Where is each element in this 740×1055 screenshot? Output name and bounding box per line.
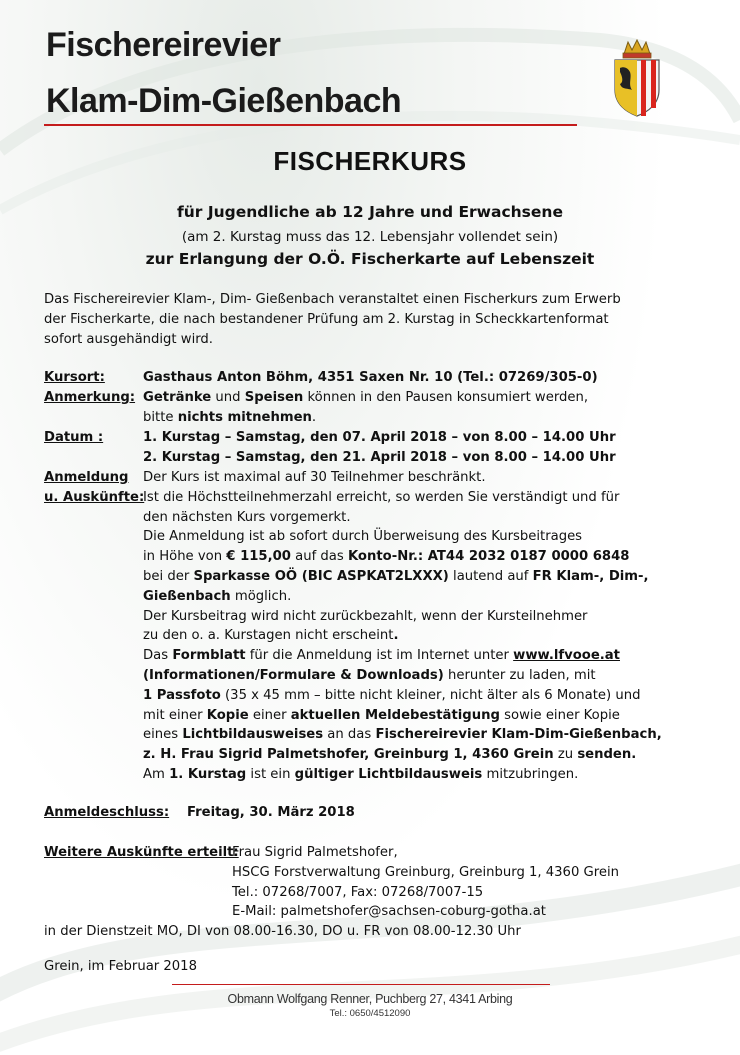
text-bold: 1 Passfoto [143,687,221,703]
text: einer [248,707,291,723]
text-bold: Lichtbildausweises [182,727,324,743]
auskuenfte-label: u. Auskünfte: [44,489,145,505]
text: Ist die Höchstteilnehmerzahl erreicht, so werden Sie verständigt und für [143,489,620,505]
footer-divider [172,984,550,985]
text: den nächsten Kurs vorgemerkt. [143,509,351,525]
text-bold: Getränke [143,390,212,405]
anmeldeschluss-label: Anmeldeschluss: [44,805,170,820]
contact-address: HSCG Forstverwaltung Greinburg, Greinburg 1, 4360 Grein [232,864,620,880]
text-bold: nichts mitnehmen [177,409,312,425]
anmerkung-label: Anmerkung: [44,390,136,405]
kursort-value: Gasthaus Anton Böhm, 4351 Saxen Nr. 10 (Tel.: 07269/305-0) [143,370,598,385]
intro-paragraph [44,290,684,349]
kurstag-1: 1. Kurstag – Samstag, den 07. April 2018 – von 8.00 – 14.00 Uhr [143,430,616,445]
datum-label: Datum : [44,430,104,445]
text-bold: Gießenbach [143,588,231,604]
text: mitzubringen. [482,766,579,782]
intro-line: Das Fischereirevier Klam-, Dim- Gießenbach veranstaltet einen Fischerkurs zum Erwerb [44,292,621,307]
intro-line: sofort ausgehändigt wird. [44,331,213,347]
text: Der Kursbeitrag wird nicht zurückbezahlt, wenn der Kursteilnehmer [143,608,588,624]
intro-line: der Fischerkarte, die nach bestandener Prüfung am 2. Kurstag in Scheckkartenformat [44,311,609,327]
text-bold: 1. Kurstag [169,766,247,782]
text: eines [143,727,183,743]
text: und [211,390,245,405]
text-bold: (Informationen/Formulare & Downloads) [143,667,444,683]
text-bold: Formblatt [172,648,246,664]
text-bold: senden. [577,747,637,763]
subtitle-purpose: zur Erlangung der O.Ö. Fischerkarte auf Lebenszeit [145,250,595,268]
footer-address: Obmann Wolfgang Renner, Puchberg 27, 4341 Arbing [227,992,513,1006]
text-bold: z. H. Frau Sigrid Palmetshofer, Greinburg 1, 4360 Grein [143,747,554,763]
subtitle-audience: für Jugendliche ab 12 Jahre und Erwachsene [177,203,563,221]
place-date: Grein, im Februar 2018 [44,959,197,974]
text: Das [143,648,173,664]
text-bold: . [393,628,399,644]
anmeldung-value [143,468,733,785]
datum-value [143,428,733,468]
dienstzeit-line: in der Dienstzeit MO, DI von 08.00-16.30, DO u. FR von 08.00-12.30 Uhr [44,924,521,939]
anmeldung-label: Anmeldung [44,470,129,485]
text: bitte [143,409,178,425]
text-bold: Speisen [244,390,304,405]
document-title: FISCHERKURS [273,146,467,176]
header-title-line2: Klam-Dim-Gießenbach [46,82,402,120]
text-bold: aktuellen Meldebestätigung [290,707,500,723]
text-bold: Kopie [206,707,249,723]
contact-email: E-Mail: palmetshofer@sachsen-coburg-gotha.at [232,904,546,920]
anmeldeschluss-value: Freitag, 30. März 2018 [187,805,355,820]
account-number: Konto-Nr.: AT44 2032 0187 0000 6848 [347,549,630,565]
anmerkung-value [143,388,733,428]
kursort-label: Kursort: [44,370,105,385]
kurstag-2: 2. Kurstag – Samstag, den 21. April 2018 – von 8.00 – 14.00 Uhr [143,449,616,465]
auskuenfte-contact-label: Weitere Auskünfte erteilt: [44,845,239,860]
text: sowie einer Kopie [499,707,620,723]
bank-name: Sparkasse OÖ (BIC ASPKAT2LXXX) [193,568,449,584]
footer-phone: Tel.: 0650/4512090 [329,1008,411,1019]
text-bold: Fischereirevier Klam-Dim-Gießenbach, [375,727,662,743]
text: lautend auf [448,568,533,584]
header-title-line1: Fischereirevier [46,26,281,64]
course-fee: € 115,00 [226,549,291,565]
text: ist ein [246,766,295,782]
account-holder: FR Klam-, Dim-, [532,568,649,584]
text: . [311,409,317,425]
upper-austria-coat-of-arms-icon [610,38,664,118]
website-link[interactable]: www.lfvooe.at [513,648,620,664]
header-divider [44,124,577,126]
text: Die Anmeldung ist ab sofort durch Überweisung des Kursbeitrages [143,529,583,545]
text: Der Kurs ist maximal auf 30 Teilnehmer beschränkt. [143,470,486,485]
text: für die Anmeldung ist im Internet unter [245,648,514,664]
text: zu [553,747,578,763]
text-bold: gültiger Lichtbildausweis [294,766,483,782]
subtitle-age-note: (am 2. Kurstag muss das 12. Lebensjahr vollendet sein) [181,229,559,245]
text: (35 x 45 mm – bitte nicht kleiner, nicht älter als 6 Monate) und [220,687,641,703]
text: in Höhe von [143,549,227,565]
contact-phone: Tel.: 07268/7007, Fax: 07268/7007-15 [232,884,484,900]
text: an das [323,727,376,743]
auskuenfte-value [232,843,702,922]
text: können in den Pausen konsumiert werden, [303,390,589,405]
text: mit einer [143,707,207,723]
contact-name: Frau Sigrid Palmetshofer, [232,845,398,860]
text: auf das [290,549,348,565]
text: herunter zu laden, mit [443,667,596,683]
text: zu den o. a. Kurstagen nicht erscheint [143,628,394,644]
text: bei der [143,568,194,584]
text: Am [143,766,170,782]
text: möglich. [230,588,292,604]
